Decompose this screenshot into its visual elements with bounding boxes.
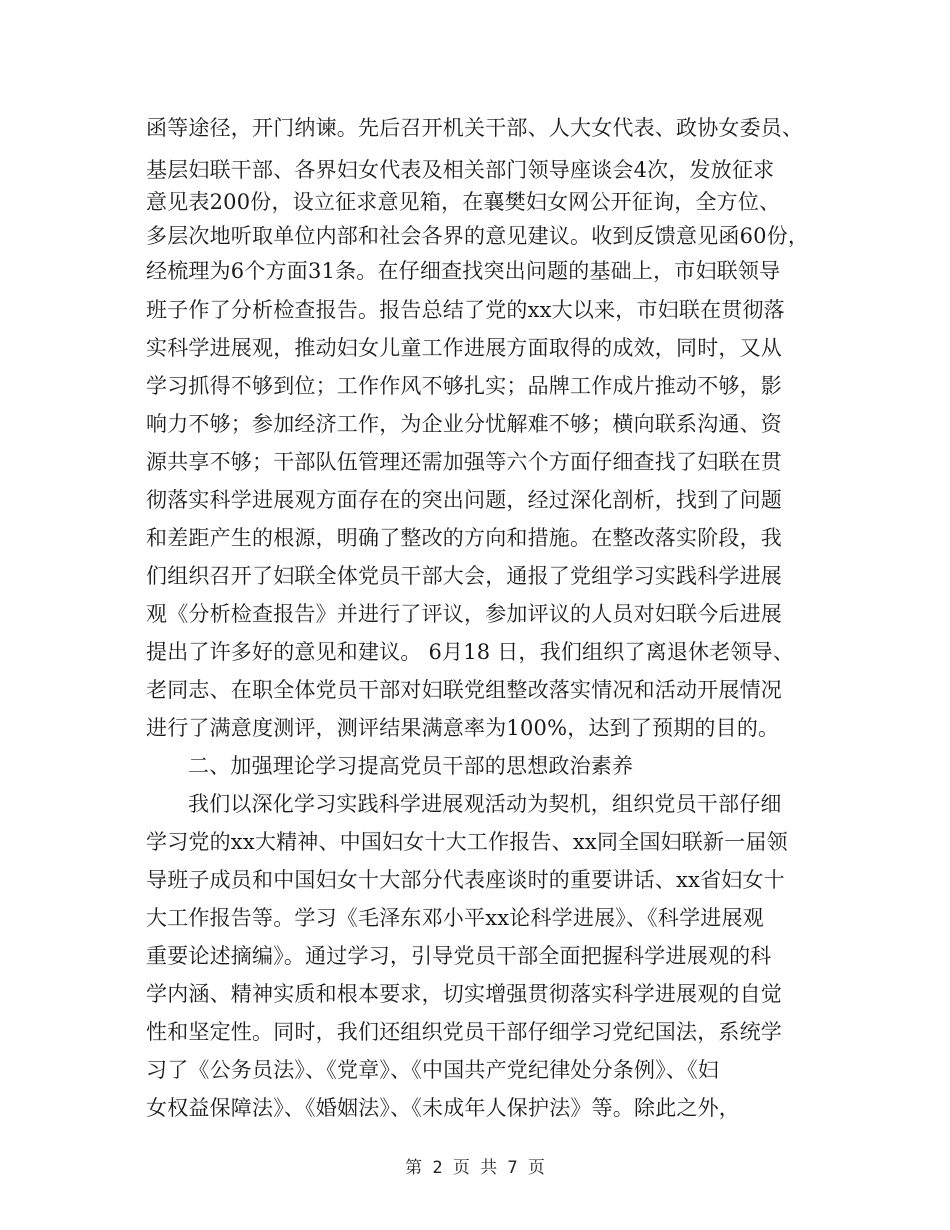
text-line: 基层妇联干部、各界妇女代表及相关部门领导座谈会4次，发放征求 xyxy=(146,158,775,182)
text-line: 重要论述摘编》。通过学习，引导党员干部全面把握科学进展观的科 xyxy=(146,944,772,968)
text-line: 函等途径，开门纳谏。先后召开机关干部、人大女代表、政协女委员、 xyxy=(146,116,804,140)
text-line: 多层次地听取单位内部和社会各界的意见建议。收到反馈意见函60份， xyxy=(146,224,810,248)
text-line: 彻落实科学进展观方面存在的突出问题，经过深化剖析，找到了问题 xyxy=(146,488,782,512)
text-line: 响力不够；参加经济工作，为企业分忧解难不够；横向联系沟通、资 xyxy=(146,412,782,436)
text-line: 大工作报告等。学习《毛泽东邓小平xx论科学进展》、《科学进展观 xyxy=(146,906,764,930)
text-line: 经梳理为6个方面31条。在仔细查找突出问题的基础上，市妇联领导 xyxy=(146,259,781,283)
page-number-footer: 第 2 页 共 7 页 xyxy=(405,1158,545,1178)
text-line: 学习抓得不够到位；工作作风不够扎实；品牌工作成片推动不够，影 xyxy=(146,374,782,398)
text-line: 我们以深化学习实践科学进展观活动为契机，组织党员干部仔细 xyxy=(188,792,782,816)
text-line: 习了《公务员法》、《党章》、《中国共产党纪律处分条例》、《妇 xyxy=(146,1058,719,1082)
text-line: 和差距产生的根源，明确了整改的方向和措施。在整改落实阶段，我 xyxy=(146,526,782,550)
text-line: 实科学进展观，推动妇女儿童工作进展方面取得的成效，同时，又从 xyxy=(146,336,782,360)
text-line: 们组织召开了妇联全体党员干部大会，通报了党组学习实践科学进展 xyxy=(146,564,782,588)
text-line: 观《分析检查报告》并进行了评议，参加评议的人员对妇联今后进展 xyxy=(146,602,782,626)
text-line: 女权益保障法》、《婚姻法》、《未成年人保护法》等。除此之外， xyxy=(146,1096,740,1120)
text-line: 源共享不够；干部队伍管理还需加强等六个方面仔细查找了妇联在贯 xyxy=(146,450,782,474)
text-line: 班子作了分析检查报告。报告总结了党的xx大以来，市妇联在贯彻落 xyxy=(146,298,785,322)
text-line: 导班子成员和中国妇女十大部分代表座谈时的重要讲话、xx省妇女十 xyxy=(146,868,785,892)
text-line: 提出了许多好的意见和建议。 6月18 日，我们组织了离退休老领导、 xyxy=(146,640,795,664)
text-line: 意见表200份，设立征求意见箱，在襄樊妇女网公开征询，全方位、 xyxy=(146,190,781,214)
text-line: 性和坚定性。同时，我们还组织党员干部仔细学习党纪国法，系统学 xyxy=(146,1020,782,1044)
section-heading: 二、加强理论学习提高党员干部的思想政治素养 xyxy=(188,754,634,778)
text-line: 学内涵、精神实质和根本要求，切实增强贯彻落实科学进展观的自觉 xyxy=(146,982,782,1006)
text-line: 学习党的xx大精神、中国妇女十大工作报告、xx同全国妇联新一届领 xyxy=(146,830,788,854)
text-line: 进行了满意度测评，测评结果满意率为100%，达到了预期的目的。 xyxy=(146,716,780,740)
text-line: 老同志、在职全体党员干部对妇联党组整改落实情况和活动开展情况 xyxy=(146,678,782,702)
